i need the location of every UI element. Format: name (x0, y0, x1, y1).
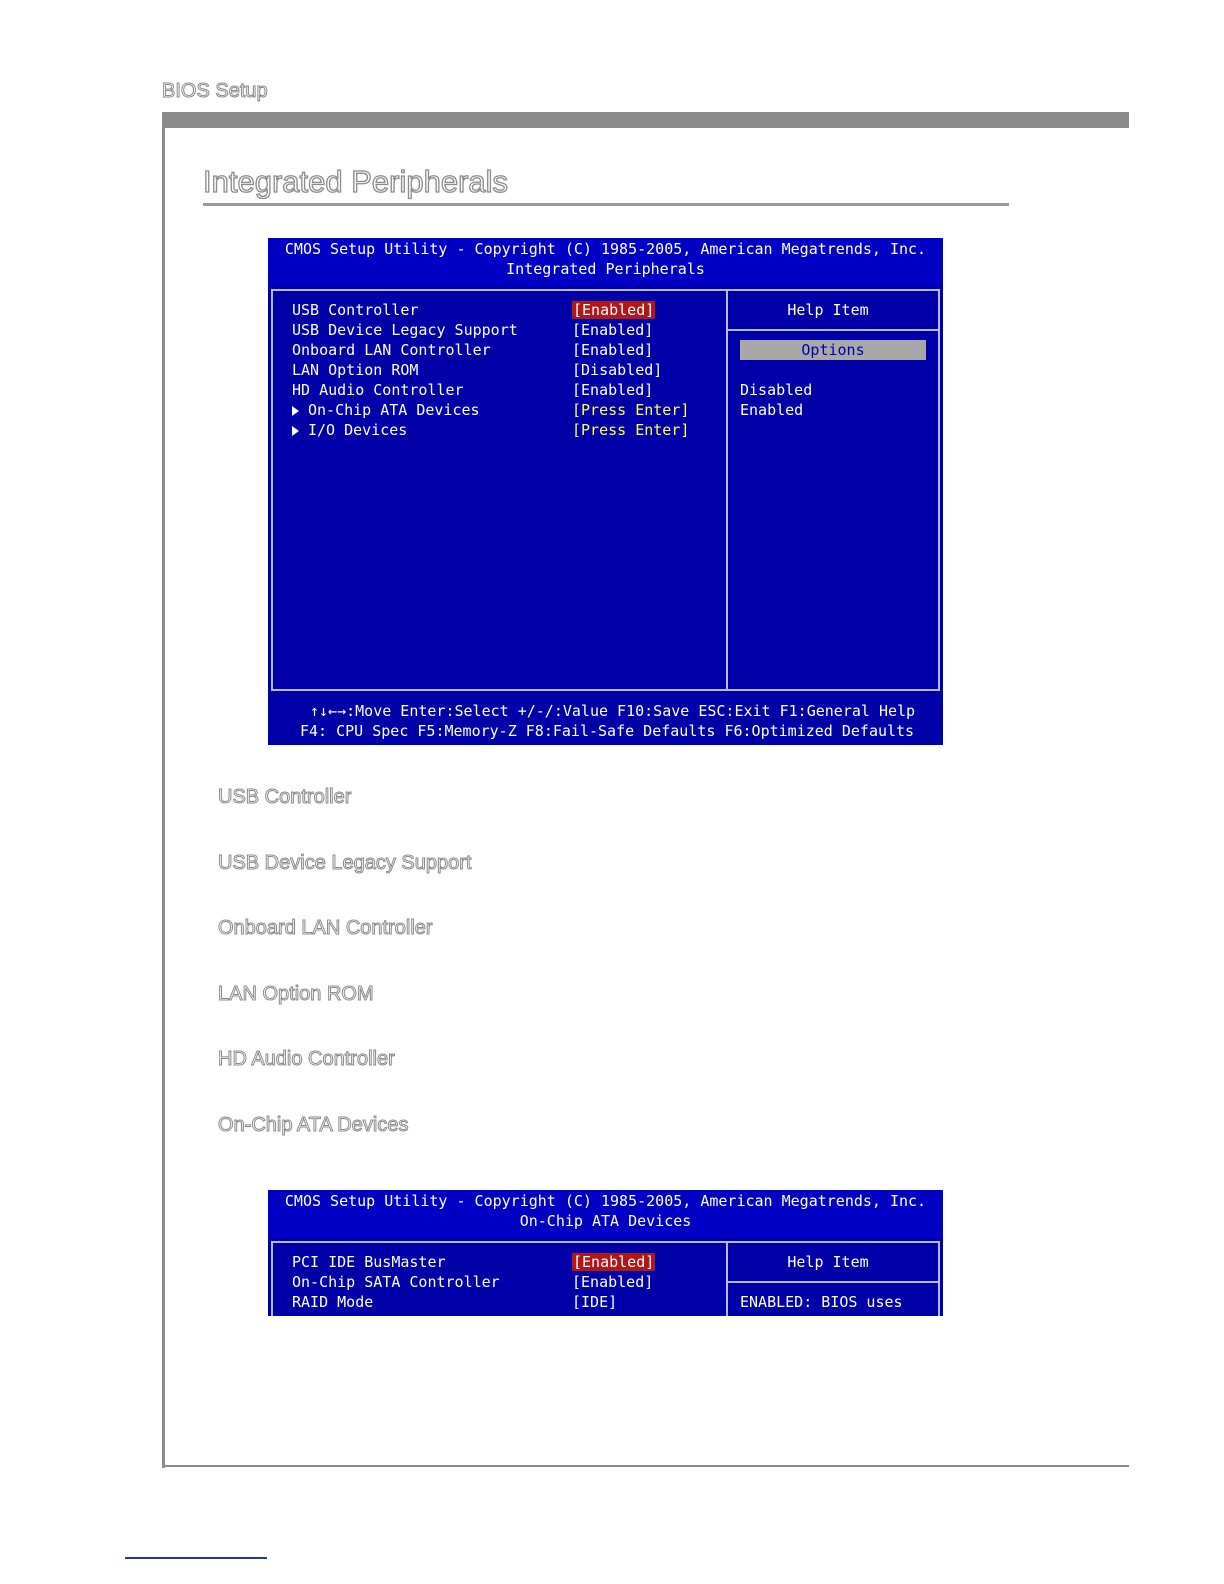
bios-help-separator (728, 329, 938, 331)
submenu-arrow-icon (292, 406, 299, 416)
header-label: BIOS Setup (162, 80, 268, 102)
bios-value-raid-mode[interactable]: [IDE] (572, 1293, 618, 1311)
top-bar (162, 112, 1129, 128)
bios-item-raid-mode[interactable]: RAID Mode (292, 1293, 374, 1311)
bios-item-on-chip-sata[interactable]: On-Chip SATA Controller (292, 1273, 500, 1291)
bios-item-lan-option-rom[interactable]: LAN Option ROM (292, 361, 419, 379)
option-enabled: Enabled (740, 401, 804, 419)
bios-item-usb-controller[interactable]: USB Controller (292, 301, 419, 319)
help-item-title: Help Item (787, 301, 869, 319)
bios-footer-keys-2: F4: CPU Spec F5:Memory-Z F8:Fail-Safe Defaults F6:Optimized Defaults (300, 722, 915, 740)
bios-item-on-chip-ata[interactable]: On-Chip ATA Devices (308, 401, 480, 419)
bios-column-divider (726, 289, 728, 689)
submenu-arrow-icon (292, 426, 299, 436)
section-hd-audio-controller: HD Audio Controller (218, 1048, 395, 1070)
bios-value-usb-legacy[interactable]: [Enabled] (572, 321, 654, 339)
bios-help-separator (728, 1281, 938, 1283)
bios-footer-keys-1: ↑↓←→:Move Enter:Select +/-/:Value F10:Save ESC:Exit F1:General Help (310, 702, 916, 720)
bios-item-io-devices[interactable]: I/O Devices (308, 421, 408, 439)
bios-item-pci-ide-busmaster[interactable]: PCI IDE BusMaster (292, 1253, 446, 1271)
bios-value-lan-option-rom[interactable]: [Disabled] (572, 361, 663, 379)
title-rule (203, 203, 1009, 206)
bios-copyright: CMOS Setup Utility - Copyright (C) 1985-2005, American Megatrends, Inc. (284, 1192, 927, 1210)
bottom-rule (162, 1465, 1129, 1467)
bios-copyright: CMOS Setup Utility - Copyright (C) 1985-2005, American Megatrends, Inc. (284, 240, 927, 258)
bios-item-hd-audio[interactable]: HD Audio Controller (292, 381, 464, 399)
page-title: Integrated Peripherals (203, 164, 509, 199)
help-item-title: Help Item (787, 1253, 869, 1271)
section-usb-device-legacy-support: USB Device Legacy Support (218, 852, 472, 874)
bios-screen-title: On-Chip ATA Devices (519, 1212, 692, 1230)
bios-value-hd-audio[interactable]: [Enabled] (572, 381, 654, 399)
bios-value-usb-controller[interactable]: [Enabled] (573, 301, 655, 319)
left-rule (162, 112, 165, 1468)
bios-value-onboard-lan[interactable]: [Enabled] (572, 341, 654, 359)
bios-screen-integrated-peripherals (268, 238, 943, 745)
bios-value-on-chip-sata[interactable]: [Enabled] (572, 1273, 654, 1291)
bios-item-onboard-lan[interactable]: Onboard LAN Controller (292, 341, 491, 359)
bios-value-pci-ide-busmaster[interactable]: [Enabled] (573, 1253, 655, 1271)
help-text: ENABLED: BIOS uses (740, 1293, 903, 1311)
section-usb-controller: USB Controller (218, 786, 352, 808)
bios-item-usb-legacy[interactable]: USB Device Legacy Support (292, 321, 518, 339)
footer-line (125, 1557, 267, 1559)
bios-screen-title: Integrated Peripherals (506, 260, 705, 278)
bios-value-on-chip-ata[interactable]: [Press Enter] (572, 401, 690, 419)
bios-screen-on-chip-ata-devices (268, 1190, 943, 1316)
section-lan-option-rom: LAN Option ROM (218, 983, 374, 1005)
bios-value-io-devices[interactable]: [Press Enter] (572, 421, 690, 439)
section-on-chip-ata-devices: On-Chip ATA Devices (218, 1114, 409, 1136)
options-label: Options (740, 340, 926, 360)
section-onboard-lan-controller: Onboard LAN Controller (218, 917, 433, 939)
option-disabled: Disabled (740, 381, 813, 399)
